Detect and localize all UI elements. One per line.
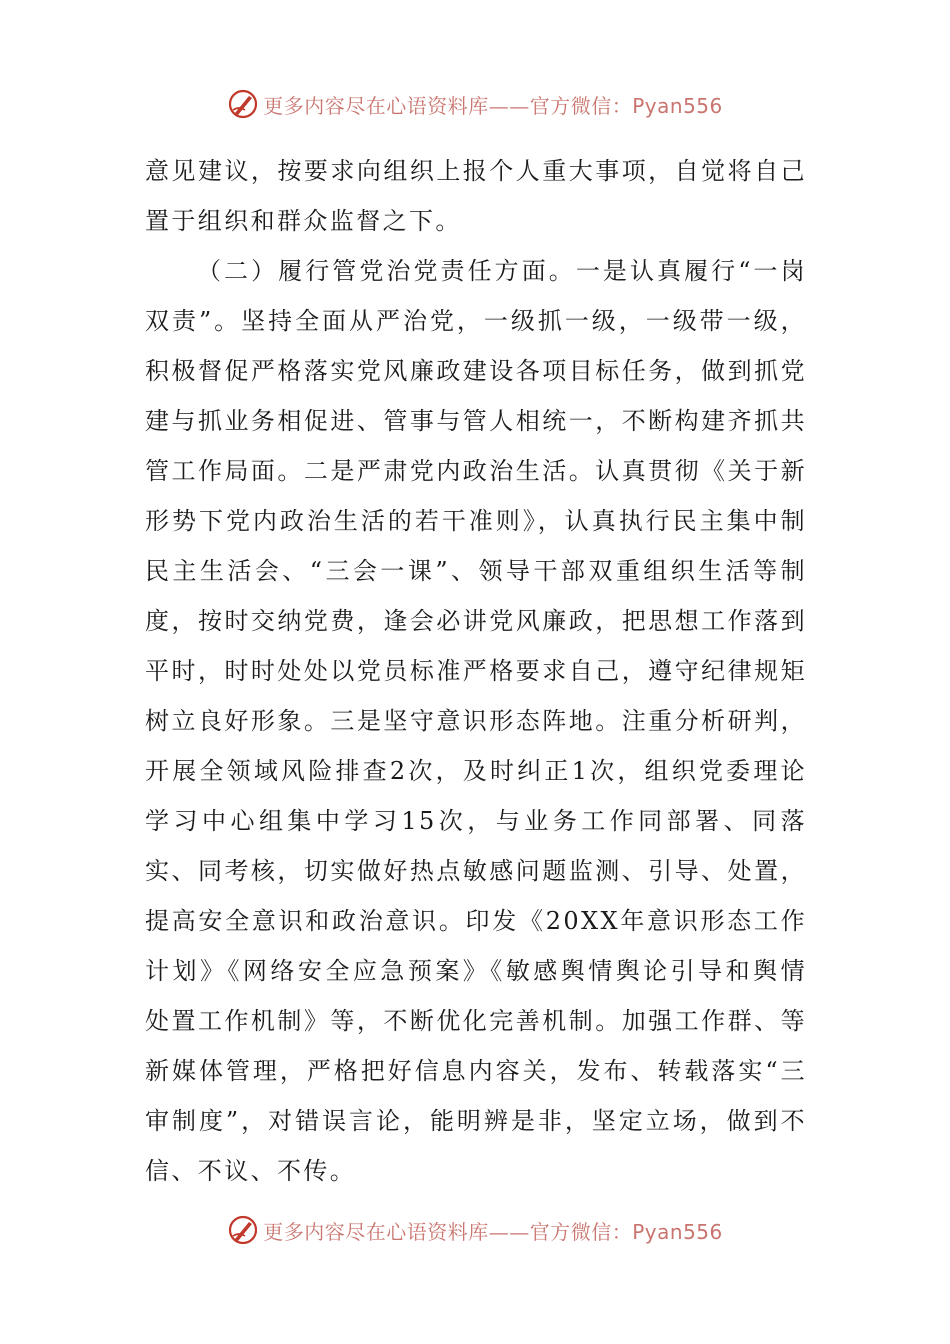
watermark-header [0,84,950,124]
paragraph-section-two: （二）履行管党治党责任方面。一是认真履行“一岗双责”。坚持全面从严治党，一级抓一级，一级带一级，积极督促严格落实党风廉政建设各项目标任务，做到抓党建与抓业务相促进、管事与管人相统一，不断构建齐抓共管工作局面。二是严肃党内政治生活。认真贯彻《关于新形势下党内政治生活的若干准则》，认真执行民主集中制民主生活会、“三会一课”、领导干部双重组织生活等制度，按时交纳党费，逢会必讲党风廉政，把思想工作落到平时，时时处处以党员标准严格要求自己，遵守纪律规矩树立良好形象。三是坚守意识形态阵地。注重分析研判，开展全领域风险排查2次，及时纠正1次，组织党委理论学习中心组集中学习15次，与业务工作同部署、同落实、同考核，切实做好热点敏感问题监测、引导、处置，提高安全意识和政治意识。印发《20XX年意识形态工作计划》《网络安全应急预案》《敏感舆情舆论引导和舆情处置工作机制》等，不断优化完善机制。加强工作群、等新媒体管理，严格把好信息内容关，发布、转载落实“三审制度”，对错误言论，能明辨是非，坚定立场，做到不信、不议、不传。 [145,257,807,1185]
watermark-footer [0,1210,950,1250]
document-body [145,146,807,1196]
watermark-text: 更多内容尽在心语资料库——官方微信：Pyan556 [263,1219,723,1244]
quill-logo-icon [227,88,259,120]
quill-logo-icon [227,1214,259,1246]
watermark-text: 更多内容尽在心语资料库——官方微信：Pyan556 [263,93,723,118]
paragraph-continuation: 意见建议，按要求向组织上报个人重大事项，自觉将自己置于组织和群众监督之下。 [145,157,807,235]
